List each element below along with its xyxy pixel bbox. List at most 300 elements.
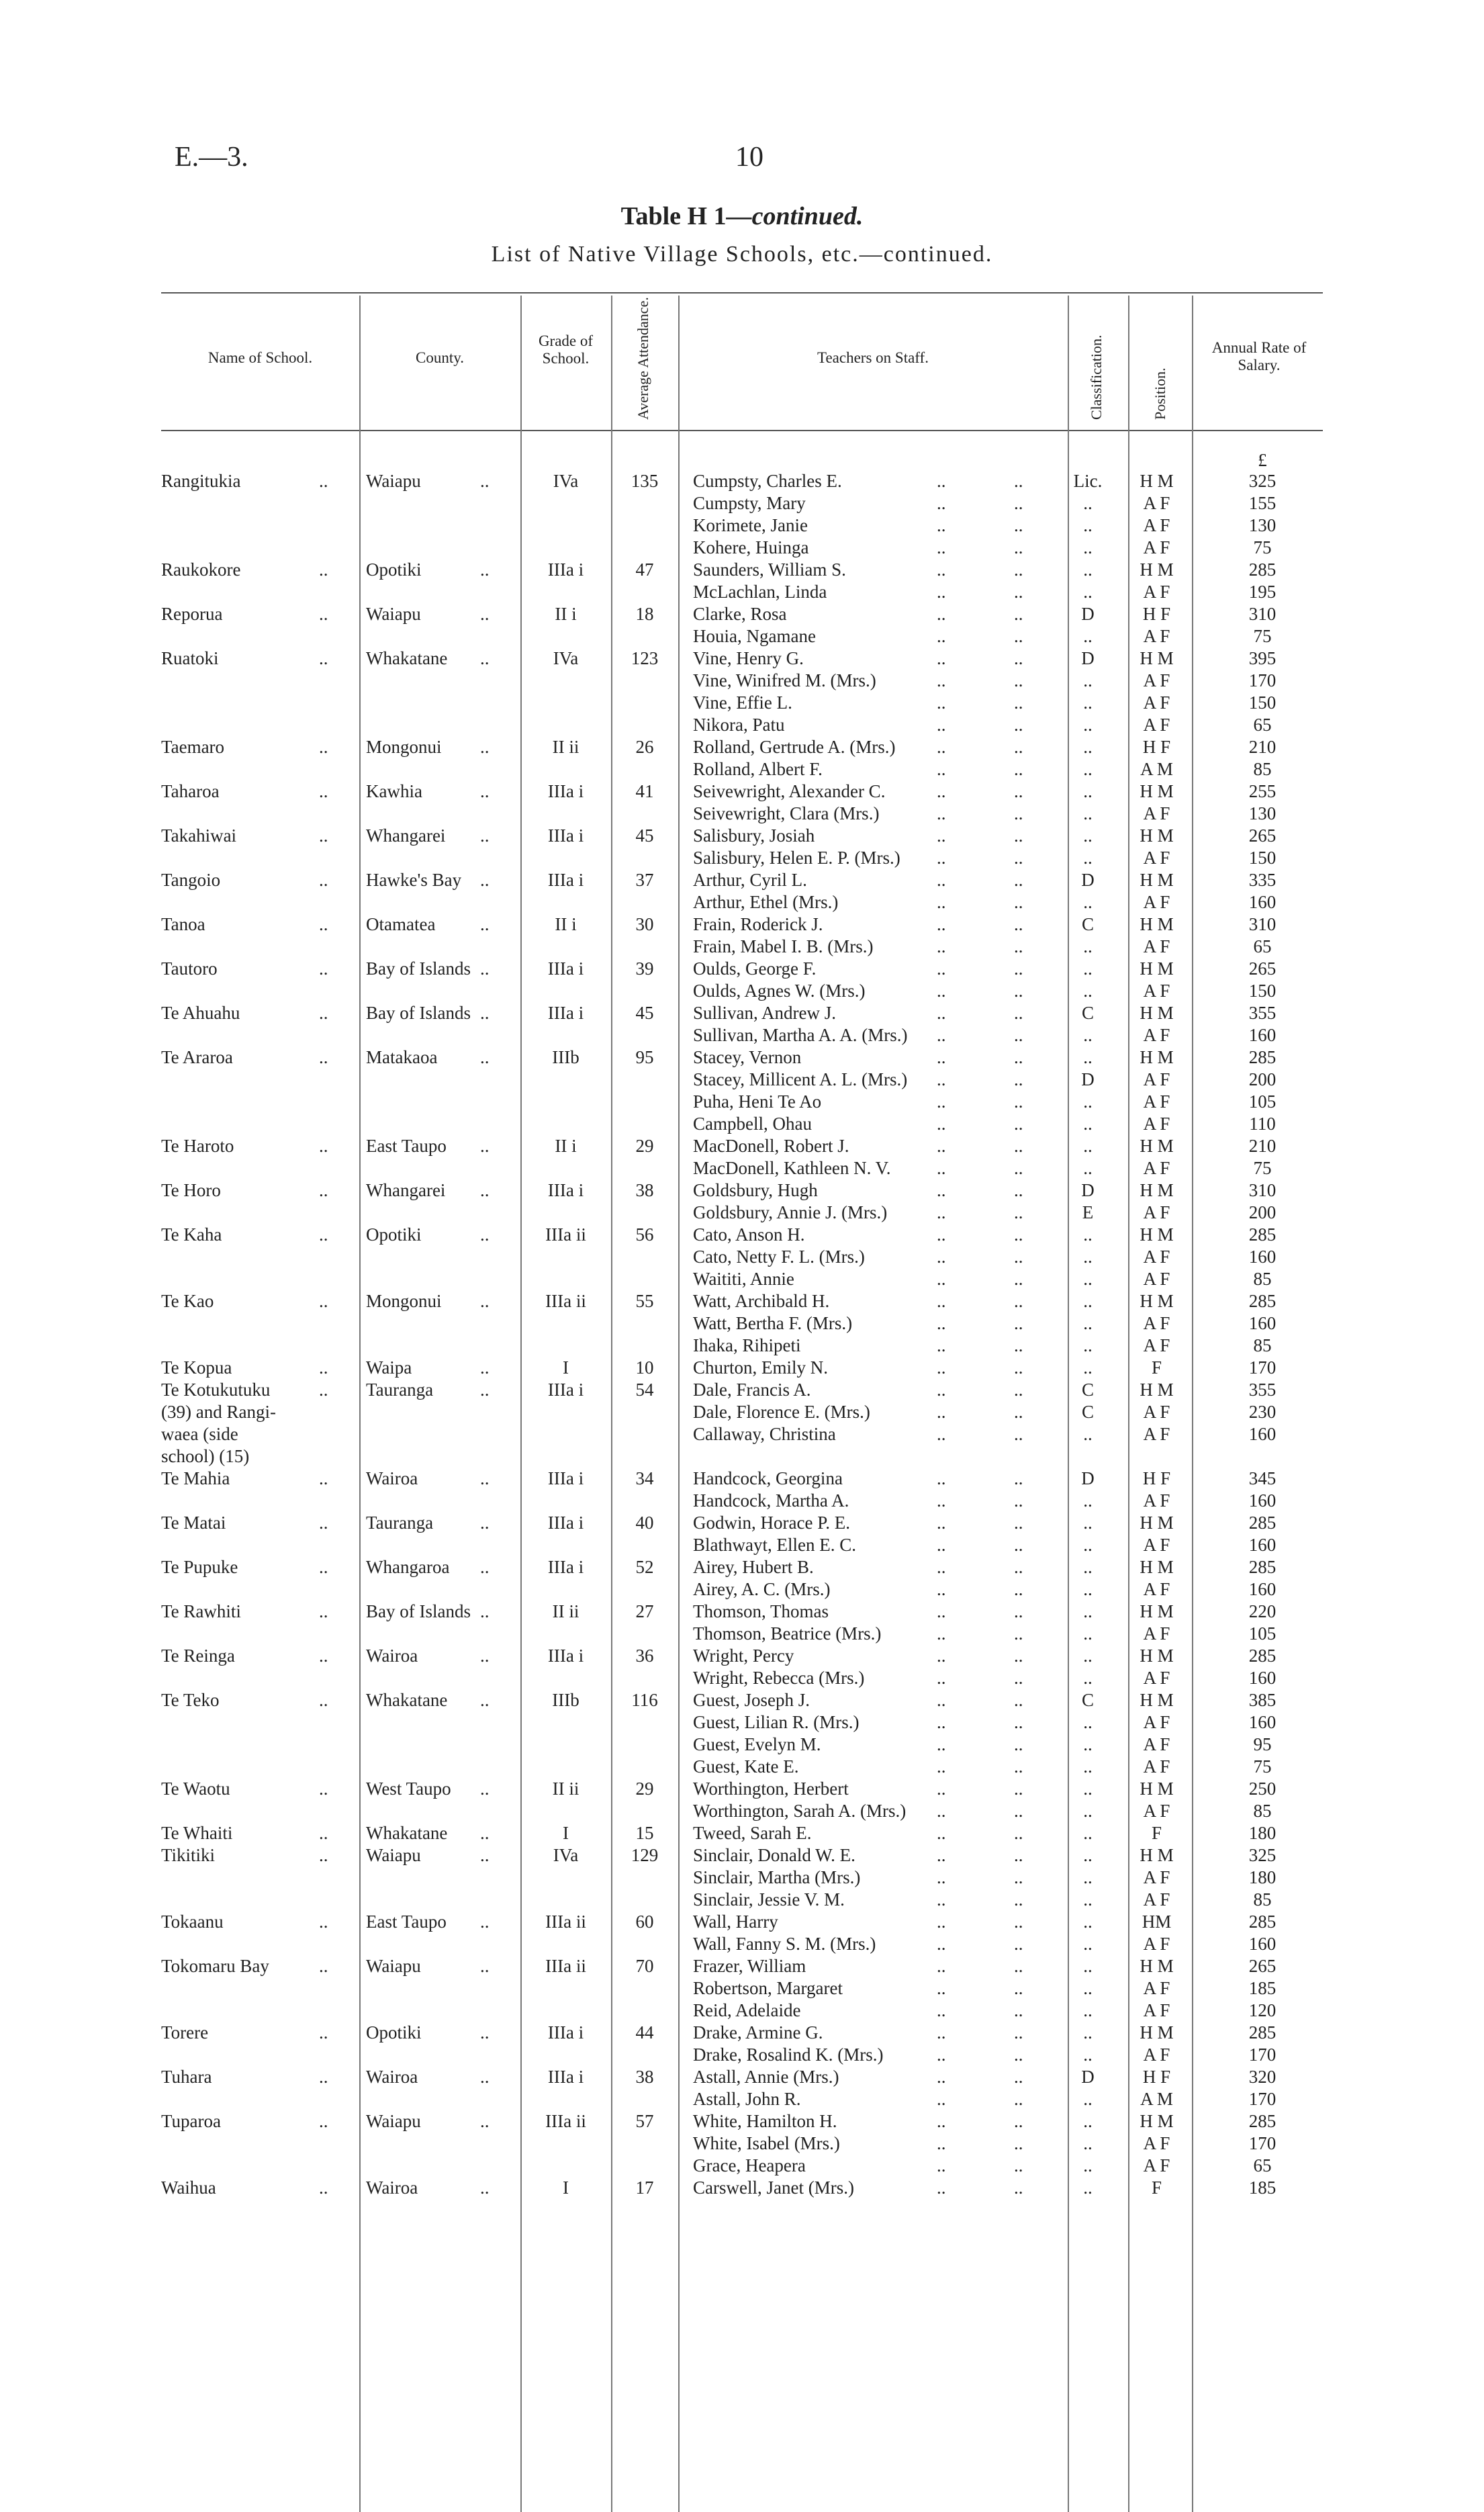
leader-dots: .. [937, 936, 946, 956]
classification: .. [1083, 1490, 1093, 1511]
grade: IIIa i [547, 2067, 584, 2087]
leader-dots: .. [937, 1380, 946, 1400]
teacher-name: Wright, Percy [693, 1646, 794, 1666]
grade: IIIb [552, 1047, 579, 1067]
classification: .. [1083, 2089, 1093, 2109]
leader-dots: .. [937, 559, 946, 580]
salary: 265 [1248, 958, 1277, 979]
leader-dots: .. [480, 2022, 490, 2043]
table-row [0, 869, 1484, 891]
leader-dots: .. [319, 958, 328, 979]
position: H M [1140, 648, 1174, 668]
classification: .. [1083, 2000, 1093, 2020]
leader-dots: .. [1014, 958, 1023, 979]
leader-dots: .. [480, 1601, 490, 1621]
table-row [0, 1867, 1484, 1889]
school-name: Te Matai [161, 1513, 226, 1533]
teacher-name: Godwin, Horace P. E. [693, 1513, 850, 1533]
leader-dots: .. [1014, 1623, 1023, 1644]
grade: I [563, 1357, 569, 1378]
position: A F [1143, 2045, 1170, 2065]
leader-dots: .. [1014, 715, 1023, 735]
leader-dots: .. [1014, 1180, 1023, 1200]
salary: 120 [1248, 2000, 1277, 2020]
table-row [0, 1135, 1484, 1157]
teacher-name: Wall, Harry [693, 1912, 778, 1932]
leader-dots: .. [1014, 2111, 1023, 2131]
position: H F [1142, 737, 1171, 757]
position: F [1151, 1823, 1162, 1843]
leader-dots: .. [1014, 825, 1023, 846]
attendance: 44 [635, 2022, 654, 2043]
attendance: 27 [635, 1601, 654, 1621]
salary: 210 [1248, 1136, 1277, 1156]
school-name: Te Mahia [161, 1468, 230, 1488]
position: H M [1140, 914, 1174, 934]
table-row [0, 1312, 1484, 1335]
table-row [0, 1955, 1484, 1977]
leader-dots: .. [937, 1224, 946, 1245]
teacher-name: Rolland, Gertrude A. (Mrs.) [693, 737, 896, 757]
leader-dots: .. [480, 471, 490, 491]
school-name: Taharoa [161, 781, 220, 801]
position: A F [1143, 1867, 1170, 1887]
leader-dots: .. [319, 1956, 328, 1976]
table-subtitle: List of Native Village Schools, etc.—continued. [491, 242, 993, 267]
classification: .. [1083, 1158, 1093, 1178]
position: H M [1140, 1646, 1174, 1666]
leader-dots: .. [480, 1690, 490, 1710]
leader-dots: .. [937, 1357, 946, 1378]
leader-dots: .. [1014, 1468, 1023, 1488]
teacher-name: Tweed, Sarah E. [693, 1823, 812, 1843]
teacher-name: Worthington, Sarah A. (Mrs.) [693, 1801, 907, 1821]
classification: .. [1083, 759, 1093, 779]
position: H M [1140, 1513, 1174, 1533]
leader-dots: .. [937, 2000, 946, 2020]
table-row [0, 1556, 1484, 1578]
salary: 160 [1248, 1025, 1277, 1045]
salary: 220 [1248, 1601, 1277, 1621]
grade: IVa [553, 648, 579, 668]
salary: 325 [1248, 1845, 1277, 1865]
teacher-name: Cato, Anson H. [693, 1224, 805, 1245]
salary: 85 [1253, 1335, 1272, 1355]
col-header-county: County. [416, 349, 464, 366]
classification: .. [1083, 1114, 1093, 1134]
leader-dots: .. [1014, 759, 1023, 779]
position: A F [1143, 1202, 1170, 1222]
salary: 110 [1249, 1114, 1276, 1134]
leader-dots: .. [937, 1646, 946, 1666]
school-name: Te Kaha [161, 1224, 222, 1245]
salary: 160 [1248, 1490, 1277, 1511]
position: H M [1140, 1557, 1174, 1577]
leader-dots: .. [1014, 1269, 1023, 1289]
leader-dots: .. [480, 870, 490, 890]
salary: 160 [1248, 1313, 1277, 1333]
classification: .. [1083, 2111, 1093, 2131]
salary: 285 [1248, 1557, 1277, 1577]
position: A F [1143, 981, 1170, 1001]
position: A F [1143, 2155, 1170, 2175]
leader-dots: .. [1014, 1335, 1023, 1355]
leader-dots: .. [319, 1557, 328, 1577]
table-row [0, 803, 1484, 825]
classification: .. [1083, 1867, 1093, 1887]
leader-dots: .. [937, 582, 946, 602]
table-row [0, 1290, 1484, 1312]
leader-dots: .. [937, 1712, 946, 1732]
table-row [0, 736, 1484, 758]
teacher-name: Grace, Heapera [693, 2155, 806, 2175]
county: Otamatea [366, 914, 436, 934]
leader-dots: .. [319, 1357, 328, 1378]
teacher-name: Oulds, Agnes W. (Mrs.) [693, 981, 866, 1001]
classification: .. [1083, 670, 1093, 690]
position: A F [1143, 1247, 1170, 1267]
attendance: 56 [635, 1224, 654, 1245]
leader-dots: .. [1014, 604, 1023, 624]
school-name: Te Kotukutuku [161, 1380, 271, 1400]
document-reference: E.—3. [175, 142, 248, 173]
grade: II ii [552, 1779, 579, 1799]
classification: Lic. [1073, 471, 1103, 491]
attendance: 37 [635, 870, 654, 890]
classification: .. [1083, 1801, 1093, 1821]
leader-dots: .. [937, 2089, 946, 2109]
leader-dots: .. [1014, 1889, 1023, 1910]
teacher-name: Drake, Armine G. [693, 2022, 823, 2043]
teacher-name: Puha, Heni Te Ao [693, 1091, 822, 1112]
attendance: 57 [635, 2111, 654, 2131]
salary: 310 [1248, 1180, 1277, 1200]
leader-dots: .. [937, 1801, 946, 1821]
school-name: Te Kopua [161, 1357, 232, 1378]
position: A F [1143, 1756, 1170, 1777]
position: H M [1140, 1956, 1174, 1976]
teacher-name: Dale, Florence E. (Mrs.) [693, 1402, 870, 1422]
leader-dots: .. [1014, 582, 1023, 602]
salary: 195 [1248, 582, 1277, 602]
school-name: Te Haroto [161, 1136, 234, 1156]
position: A F [1143, 670, 1170, 690]
school-name: Te Teko [161, 1690, 220, 1710]
leader-dots: .. [937, 1003, 946, 1023]
teacher-name: Vine, Winifred M. (Mrs.) [693, 670, 876, 690]
position: A F [1143, 493, 1170, 513]
school-name: Raukokore [161, 559, 241, 580]
salary: 185 [1248, 1978, 1277, 1998]
leader-dots: .. [937, 1490, 946, 1511]
leader-dots: .. [319, 604, 328, 624]
teacher-name: Carswell, Janet (Mrs.) [693, 2178, 854, 2198]
leader-dots: .. [1014, 803, 1023, 823]
salary: 310 [1248, 604, 1277, 624]
position: H M [1140, 1047, 1174, 1067]
table-row [0, 847, 1484, 869]
teacher-name: Seivewright, Clara (Mrs.) [693, 803, 880, 823]
salary: 85 [1253, 1889, 1272, 1910]
header-top-rule [161, 292, 1323, 294]
classification: .. [1083, 981, 1093, 1001]
teacher-name: Astall, Annie (Mrs.) [693, 2067, 839, 2087]
grade: I [563, 1823, 569, 1843]
table-row [0, 714, 1484, 736]
classification: .. [1083, 1424, 1093, 1444]
position: A F [1143, 2133, 1170, 2153]
table-row [0, 1889, 1484, 1911]
position: A F [1143, 1623, 1170, 1644]
grade: II ii [552, 1601, 579, 1621]
position: H M [1140, 559, 1174, 580]
classification: D [1081, 648, 1095, 668]
leader-dots: .. [480, 781, 490, 801]
table-row [0, 1002, 1484, 1024]
leader-dots: .. [480, 737, 490, 757]
leader-dots: .. [319, 1380, 328, 1400]
position: A F [1143, 1579, 1170, 1599]
leader-dots: .. [1014, 1069, 1023, 1089]
leader-dots: .. [1014, 515, 1023, 535]
teacher-name: Nikora, Patu [693, 715, 785, 735]
county: Kawhia [366, 781, 422, 801]
position: H M [1140, 1180, 1174, 1200]
teacher-name: Guest, Evelyn M. [693, 1734, 821, 1754]
teacher-name: Clarke, Rosa [693, 604, 787, 624]
classification: D [1081, 2067, 1095, 2087]
attendance: 39 [635, 958, 654, 979]
school-name: Torere [161, 2022, 209, 2043]
classification: .. [1083, 2022, 1093, 2043]
school-name: Te Kao [161, 1291, 214, 1311]
salary: 75 [1253, 626, 1272, 646]
county: Opotiki [366, 2022, 422, 2043]
county: Hawke's Bay [366, 870, 462, 890]
table-row [0, 1157, 1484, 1179]
leader-dots: .. [937, 715, 946, 735]
position: A F [1143, 1535, 1170, 1555]
table-row [0, 1091, 1484, 1113]
attendance: 18 [635, 604, 654, 624]
salary: 160 [1248, 1579, 1277, 1599]
teacher-name: Frain, Mabel I. B. (Mrs.) [693, 936, 874, 956]
position: H M [1140, 958, 1174, 979]
leader-dots: .. [480, 1513, 490, 1533]
teacher-name: Waititi, Annie [693, 1269, 794, 1289]
position: H M [1140, 1601, 1174, 1621]
teacher-name: Goldsbury, Hugh [693, 1180, 818, 1200]
classification: .. [1083, 936, 1093, 956]
leader-dots: .. [1014, 2045, 1023, 2065]
school-name: Reporua [161, 604, 223, 624]
table-row [0, 936, 1484, 958]
teacher-name: Blathwayt, Ellen E. C. [693, 1535, 856, 1555]
leader-dots: .. [1014, 1912, 1023, 1932]
table-row [0, 2177, 1484, 2199]
teacher-name: Cumpsty, Mary [693, 493, 806, 513]
leader-dots: .. [1014, 2155, 1023, 2175]
leader-dots: .. [1014, 2000, 1023, 2020]
classification: .. [1083, 1513, 1093, 1533]
leader-dots: .. [937, 1978, 946, 1998]
grade: IIIa ii [545, 1291, 586, 1311]
classification: .. [1083, 1601, 1093, 1621]
table-row [0, 1800, 1484, 1822]
salary: 285 [1248, 1047, 1277, 1067]
county: Opotiki [366, 1224, 422, 1245]
salary: 65 [1253, 715, 1272, 735]
salary: 285 [1248, 1646, 1277, 1666]
table-row [0, 603, 1484, 625]
classification: .. [1083, 1823, 1093, 1843]
teacher-name: Guest, Lilian R. (Mrs.) [693, 1712, 860, 1732]
teacher-name: Cumpsty, Charles E. [693, 471, 842, 491]
attendance: 52 [635, 1557, 654, 1577]
school-name: Te Araroa [161, 1047, 233, 1067]
position: A F [1143, 1269, 1170, 1289]
table-row [0, 980, 1484, 1002]
teacher-name: McLachlan, Linda [693, 582, 827, 602]
salary: 285 [1248, 2022, 1277, 2043]
table-row [0, 492, 1484, 514]
position: A F [1143, 1025, 1170, 1045]
classification: .. [1083, 1291, 1093, 1311]
table-row [0, 1224, 1484, 1246]
leader-dots: .. [937, 1247, 946, 1267]
position: A F [1143, 803, 1170, 823]
leader-dots: .. [1014, 1047, 1023, 1067]
school-name: Te Rawhiti [161, 1601, 241, 1621]
leader-dots: .. [319, 2178, 328, 2198]
leader-dots: .. [1014, 1579, 1023, 1599]
position: A F [1143, 1335, 1170, 1355]
leader-dots: .. [937, 1291, 946, 1311]
grade: IIIa i [547, 2022, 584, 2043]
leader-dots: .. [937, 1069, 946, 1089]
classification: .. [1083, 1136, 1093, 1156]
leader-dots: .. [480, 1823, 490, 1843]
table-row [0, 913, 1484, 936]
leader-dots: .. [1014, 1535, 1023, 1555]
leader-dots: .. [1014, 892, 1023, 912]
salary: 105 [1248, 1623, 1277, 1644]
classification: .. [1083, 803, 1093, 823]
teacher-name: Stacey, Vernon [693, 1047, 802, 1067]
table-row [0, 625, 1484, 647]
teacher-name: Guest, Kate E. [693, 1756, 799, 1777]
classification: .. [1083, 1247, 1093, 1267]
county: West Taupo [366, 1779, 451, 1799]
salary: 130 [1248, 515, 1277, 535]
leader-dots: .. [1014, 1136, 1023, 1156]
leader-dots: .. [1014, 848, 1023, 868]
table-row [0, 1069, 1484, 1091]
leader-dots: .. [480, 958, 490, 979]
leader-dots: .. [937, 2067, 946, 2087]
leader-dots: .. [480, 1468, 490, 1488]
classification: .. [1083, 1269, 1093, 1289]
leader-dots: .. [319, 737, 328, 757]
position: A F [1143, 1091, 1170, 1112]
leader-dots: .. [480, 1047, 490, 1067]
table-row [0, 1933, 1484, 1955]
position: H M [1140, 471, 1174, 491]
leader-dots: .. [319, 825, 328, 846]
position: H M [1140, 1779, 1174, 1799]
leader-dots: .. [1014, 1756, 1023, 1777]
leader-dots: .. [937, 1091, 946, 1112]
leader-dots: .. [1014, 981, 1023, 1001]
leader-dots: .. [480, 604, 490, 624]
table-row [0, 1268, 1484, 1290]
leader-dots: .. [480, 1003, 490, 1023]
table-row [0, 1246, 1484, 1268]
leader-dots: .. [1014, 1690, 1023, 1710]
classification: D [1081, 1180, 1095, 1200]
grade: IIIa i [547, 825, 584, 846]
leader-dots: .. [937, 1601, 946, 1621]
grade: IIIa i [547, 1646, 584, 1666]
leader-dots: .. [1014, 1956, 1023, 1976]
salary: 255 [1248, 781, 1277, 801]
leader-dots: .. [937, 515, 946, 535]
leader-dots: .. [1014, 936, 1023, 956]
salary: 395 [1248, 648, 1277, 668]
classification: .. [1083, 1579, 1093, 1599]
leader-dots: .. [937, 2133, 946, 2153]
position: A F [1143, 715, 1170, 735]
classification: .. [1083, 1912, 1093, 1932]
school-name: Takahiwai [161, 825, 237, 846]
county: Whangarei [366, 825, 446, 846]
leader-dots: .. [937, 2178, 946, 2198]
table-row [0, 1734, 1484, 1756]
attendance: 38 [635, 1180, 654, 1200]
classification: .. [1083, 537, 1093, 557]
leader-dots: .. [1014, 471, 1023, 491]
table-row [0, 2022, 1484, 2044]
school-name: Te Horo [161, 1180, 221, 1200]
county: Waipa [366, 1357, 412, 1378]
salary: 160 [1248, 1712, 1277, 1732]
salary: 160 [1248, 1934, 1277, 1954]
attendance: 47 [635, 559, 654, 580]
position: A F [1143, 936, 1170, 956]
county: Wairoa [366, 1468, 418, 1488]
classification: D [1081, 1468, 1095, 1488]
salary: 65 [1253, 936, 1272, 956]
leader-dots: .. [1014, 2089, 1023, 2109]
leader-dots: .. [937, 1535, 946, 1555]
attendance: 34 [635, 1468, 654, 1488]
classification: .. [1083, 1779, 1093, 1799]
leader-dots: .. [1014, 1601, 1023, 1621]
classification: .. [1083, 1357, 1093, 1378]
teacher-name: Frazer, William [693, 1956, 806, 1976]
leader-dots: .. [319, 1224, 328, 1245]
leader-dots: .. [937, 1557, 946, 1577]
grade: IIIa i [547, 1180, 584, 1200]
teacher-name: Rolland, Albert F. [693, 759, 823, 779]
table-row [0, 1024, 1484, 1046]
leader-dots: .. [319, 2022, 328, 2043]
county: Waiapu [366, 2111, 421, 2131]
leader-dots: .. [937, 1690, 946, 1710]
table-row [0, 1977, 1484, 2000]
leader-dots: .. [319, 870, 328, 890]
grade: IIIa i [547, 1468, 584, 1488]
